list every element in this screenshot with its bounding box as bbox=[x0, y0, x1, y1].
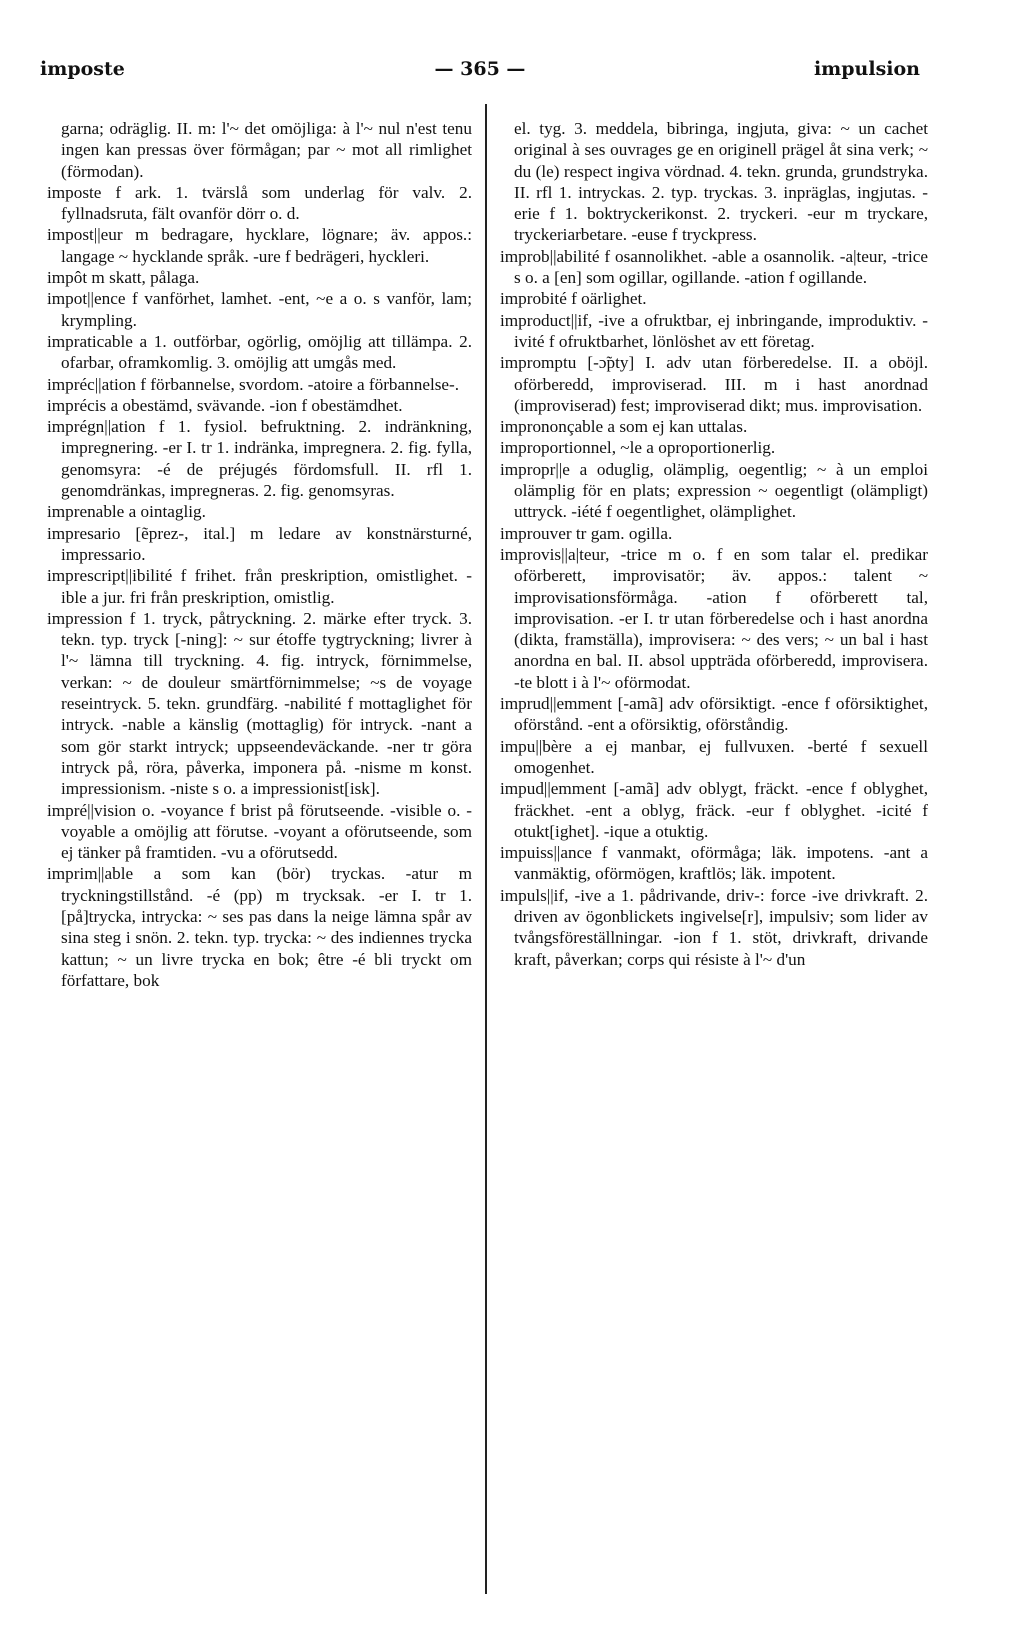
entry-improportionnel: improportionnel, ~le a oproportionerlig. bbox=[500, 438, 776, 458]
column-divider bbox=[485, 104, 487, 1594]
header-left-word: imposte bbox=[40, 58, 125, 80]
entry-impromptu: impromptu [-ɔ̃pty] I. adv utan förberedelse. II. a oböjl. oförberedd, improviserad. III. m i hast anordnad (improviserad) fest; improviserad dikt; mus. improvisation. bbox=[500, 353, 928, 415]
entry-imprononcable: imprononçable a som ej kan uttalas. bbox=[500, 417, 748, 437]
entry-impresario: impresario [ẽprez-, ital.] m ledare av konstnärsturné, impressario. bbox=[47, 523, 472, 564]
entry-improbabilite: improb||abilité f osannolikhet. -able a osannolik. -a|teur, -trice s o. a [en] som ogillar, ogillande. -ation f ogillande. bbox=[500, 246, 928, 288]
entry-impulsif: impuls||if, -ive a 1. pådrivande, driv-: force -ive drivkraft. 2. driven av ögonblickets ingivelse[r], impulsiv; som lider av tvångsföreställningar. -ion f 1. stöt, drivkraft, drivande kraft, påverkan; corps qui résiste à l'~ d'un bbox=[500, 885, 928, 969]
entry-continuation: el. tyg. 3. meddela, bibringa, ingjuta, giva: ~ un cachet original à ses ouvrages ge en originell prägel åt sina verk; ~ du (le) respect ingiva vördnad. 4. tekn. grunda, grundstryka. II. rfl 1. intryckas. 2. typ. tryckas. 3. inpräglas, ingjutas. -erie f 1. boktryckerikonst. 2. tryckeri. -eur m tryckare, tryckeriarbetare. -euse f tryckpress. bbox=[514, 119, 928, 245]
entry-imposte: imposte f ark. 1. tvärslå som underlag för valv. 2. fyllnadsruta, fält ovanför dörr o. d. bbox=[47, 182, 472, 224]
entry-impraticable: impraticable a 1. outförbar, ogörlig, omöjlig att tillämpa. 2. ofarbar, oframkomlig. 3. omöjlig att umgås med. bbox=[47, 331, 472, 373]
entry-imprimable: imprim||able a som kan (bör) tryckas. -atur m tryckningstillstånd. -é (pp) m trycksak. -er I. tr 1. [på]trycka, intrycka: ~ ses pas dans la neige lämna spår av sina steg i snön. 2. tekn. typ. trycka: ~ des indiennes trycka kattun; ~ un livre trycka en bok; être -é bli tryckt om författare, bok bbox=[47, 864, 472, 990]
entry-imprecis: imprécis a obestämd, svävande. -ion f obestämdhet. bbox=[47, 395, 403, 415]
entry-improductif: improduct||if, -ive a ofruktbar, ej inbringande, improduktiv. -ivité f ofruktbarhet, lönlöshet av ett företag. bbox=[500, 310, 928, 351]
entry-impudemment: impud||emment [-amã] adv oblygt, fräckt. -ence f oblyghet, fräckhet. -ent a oblyg, fräck. -eur f oblyghet. -icité f otukt[ighet]. -ique a otuktig. bbox=[500, 779, 928, 841]
entry-imprudemment: imprud||emment [-amã] adv oförsiktigt. -ence f oförsiktighet, oförstånd. -ent a oförsiktig, oförståndig. bbox=[500, 694, 928, 735]
entry-improvisateur: improvis||a|teur, -trice m o. f en som talar el. predikar oförberett, improvisatör; äv. appos.: talent ~ improvisationsförmåga. -ation f oförberett tal, improvisation. -er I. tr utan förberedelse och i hast anordna (dikta, framställa), improvisera: ~ des vers; ~ un bal i hast anordna en bal. II. absol uppträda oförberedd, improvisera. -te blott i à l'~ oförmodat. bbox=[500, 544, 928, 692]
entry-impot: impôt m skatt, pålaga. bbox=[47, 268, 200, 288]
entry-impuissance: impuiss||ance f vanmakt, oförmåga; läk. impotens. -ant a vanmäktig, oförmögen, kraftlös; läk. impotent. bbox=[500, 843, 928, 884]
entry-imprevision: impré||vision o. -voyance f brist på förutseende. -visible o. -voyable a omöjlig att förutse. -voyant a oförutseende, som ej tänker på framtiden. -vu a oförutsedd. bbox=[47, 800, 472, 863]
header-right-word: impulsion bbox=[813, 58, 920, 80]
left-column bbox=[47, 118, 472, 991]
entry-impotence: impot||ence f vanförhet, lamhet. -ent, ~e a o. s vanför, lam; krympling. bbox=[47, 289, 472, 330]
page-number: — 365 — bbox=[434, 58, 526, 80]
entry-continuation: garna; odräglig. II. m: l'~ det omöjliga: à l'~ nul n'est tenu ingen kan pressas över förmågan; par ~ mot all rimlighet (förmodan). bbox=[61, 119, 472, 181]
entry-impubere: impu||bère a ej manbar, ej fullvuxen. -berté f sexuell omogenhet. bbox=[500, 736, 928, 777]
entry-impregnation: imprégn||ation f 1. fysiol. befruktning. 2. indränkning, impregnering. -er I. tr 1. indränka, impregnera. 2. fig. fylla, genomsyra: -é de préjugés fördomsfull. II. rfl 1. genomdränkas, impregneras. 2. fig. genomsyras. bbox=[47, 417, 472, 501]
entry-imprenable: imprenable a ointaglig. bbox=[47, 502, 206, 522]
entry-improbite: improbité f oärlighet. bbox=[500, 289, 647, 309]
entry-impropre: impropr||e a oduglig, olämplig, oegentlig; ~ à un emploi olämplig för en plats; expression ~ oegentligt (olämpligt) uttryck. -iété f oegentlighet, olämplighet. bbox=[500, 459, 928, 522]
entry-imprecation: impréc||ation f förbannelse, svordom. -atoire a förbannelse-. bbox=[47, 374, 460, 394]
right-column bbox=[500, 118, 928, 970]
entry-imprescriptibilite: imprescript||ibilité f frihet. från preskription, omistlighet. -ible a jur. fri från preskription, omistlig. bbox=[47, 566, 472, 607]
entry-imposteur: impost||eur m bedragare, hycklare, lögnare; äv. appos.: langage ~ hycklande språk. -ure f bedrägeri, hyckleri. bbox=[47, 225, 472, 266]
page-header bbox=[40, 50, 920, 90]
entry-impression: impression f 1. tryck, påtryckning. 2. märke efter tryck. 3. tekn. typ. tryck [-ning]: ~ sur étoffe tygtryckning; livrer à l'~ lämna till tryckning. 4. fig. intryck, förnimmelse, verkan: ~ de douleur smärtförnimmelse; ~s de voyage reseintryck. 5. tekn. grundfärg. -nabilité f mottaglighet för intryck. -nable a känslig (mottaglig) för intryck. -nant a som gör starkt intryck; uppseendeväckande. -ner tr göra intryck på, röra, påverka, imponera på. -nisme m konst. impressionism. -niste s o. a impressionist[isk]. bbox=[47, 608, 472, 799]
entry-improuver: improuver tr gam. ogilla. bbox=[500, 523, 673, 543]
